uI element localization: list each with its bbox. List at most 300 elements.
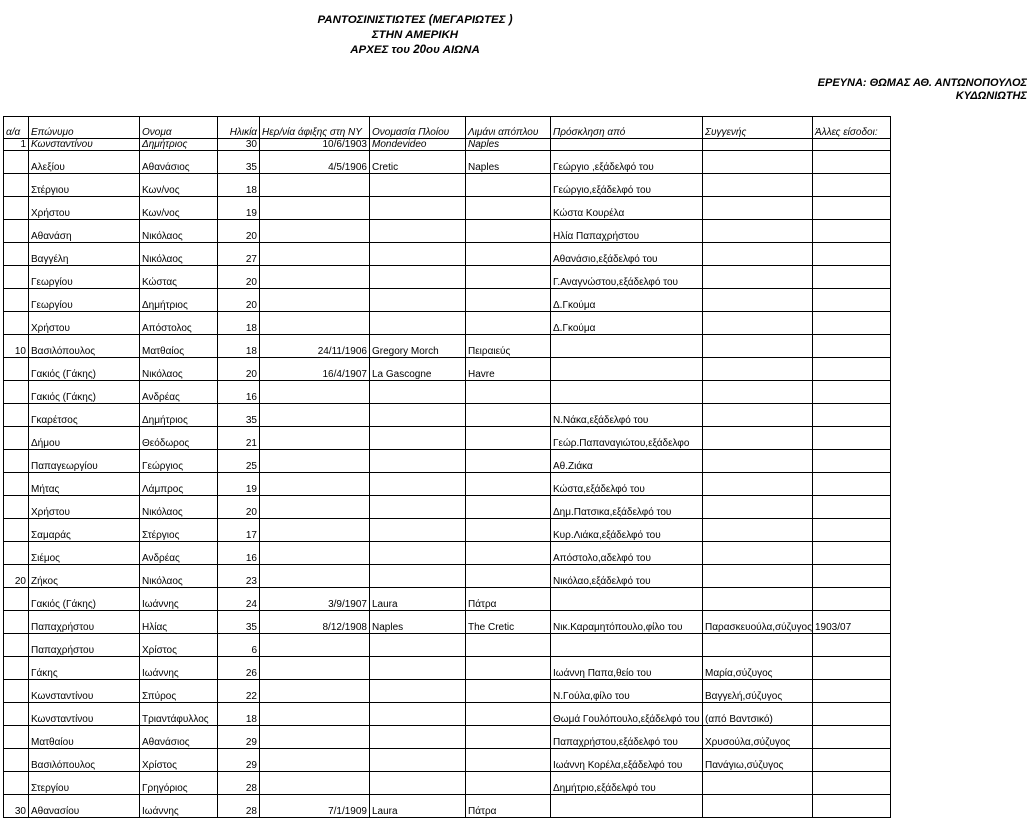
other-entries-cell <box>813 726 891 749</box>
arrival-date-cell <box>260 404 370 427</box>
first-name-cell: Απόστολος <box>140 312 218 335</box>
other-entries-cell <box>813 174 891 197</box>
other-entries-cell <box>813 657 891 680</box>
ship-name-cell <box>370 427 466 450</box>
departure-port-cell <box>466 312 551 335</box>
departure-port-cell <box>466 220 551 243</box>
arrival-date-cell <box>260 680 370 703</box>
relative-cell <box>703 358 813 381</box>
other-entries-cell <box>813 381 891 404</box>
relative-cell <box>703 151 813 174</box>
relative-cell <box>703 266 813 289</box>
relative-cell <box>703 473 813 496</box>
age-cell: 16 <box>218 381 260 404</box>
col-header-other-entries: Άλλες είσοδοι: <box>813 117 891 139</box>
relative-cell: Μαρία,σύζυγος <box>703 657 813 680</box>
first-name-cell: Λάμπρος <box>140 473 218 496</box>
ship-name-cell <box>370 703 466 726</box>
departure-port-cell: Πειραιεύς <box>466 335 551 358</box>
relative-cell <box>703 381 813 404</box>
ship-name-cell <box>370 680 466 703</box>
surname-cell: Παπαχρήστου <box>29 611 140 634</box>
first-name-cell: Ανδρέας <box>140 542 218 565</box>
ship-name-cell <box>370 542 466 565</box>
departure-port-cell <box>466 772 551 795</box>
invitation-cell: Γεώργιο,εξάδελφό του <box>551 174 703 197</box>
departure-port-cell <box>466 404 551 427</box>
col-header-relative: Συγγενής <box>703 117 813 139</box>
invitation-cell: Δημ.Πατσικα,εξάδελφό του <box>551 496 703 519</box>
other-entries-cell <box>813 703 891 726</box>
surname-cell: Σαμαράς <box>29 519 140 542</box>
other-entries-cell <box>813 473 891 496</box>
age-cell: 20 <box>218 266 260 289</box>
age-cell: 18 <box>218 174 260 197</box>
departure-port-cell: Πάτρα <box>466 588 551 611</box>
invitation-cell <box>551 358 703 381</box>
surname-cell: Γακιός (Γάκης) <box>29 358 140 381</box>
arrival-date-cell <box>260 519 370 542</box>
age-cell: 18 <box>218 703 260 726</box>
table-row <box>4 611 891 634</box>
invitation-cell <box>551 139 703 151</box>
arrival-date-cell: 16/4/1907 <box>260 358 370 381</box>
surname-cell: Στέργιου <box>29 174 140 197</box>
aa-cell <box>4 266 29 289</box>
aa-cell <box>4 220 29 243</box>
departure-port-cell: Πάτρα <box>466 795 551 818</box>
table-row <box>4 496 891 519</box>
age-cell: 29 <box>218 749 260 772</box>
ship-name-cell <box>370 243 466 266</box>
table-row <box>4 220 891 243</box>
first-name-cell: Νικόλαος <box>140 358 218 381</box>
surname-cell: Βασιλόπουλος <box>29 749 140 772</box>
departure-port-cell <box>466 519 551 542</box>
arrival-date-cell <box>260 657 370 680</box>
first-name-cell: Σπύρος <box>140 680 218 703</box>
departure-port-cell <box>466 496 551 519</box>
table-row <box>4 450 891 473</box>
relative-cell <box>703 220 813 243</box>
other-entries-cell <box>813 450 891 473</box>
table-body <box>4 139 891 818</box>
ship-name-cell <box>370 634 466 657</box>
aa-cell <box>4 358 29 381</box>
aa-cell <box>4 151 29 174</box>
col-header-departure-port: Λιμάνι απόπλου <box>466 117 551 139</box>
aa-cell <box>4 312 29 335</box>
age-cell: 28 <box>218 772 260 795</box>
surname-cell: Σιέμος <box>29 542 140 565</box>
invitation-cell <box>551 381 703 404</box>
table-row <box>4 473 891 496</box>
invitation-cell: Απόστολο,αδελφό του <box>551 542 703 565</box>
ship-name-cell <box>370 404 466 427</box>
surname-cell: Ματθαίου <box>29 726 140 749</box>
departure-port-cell <box>466 266 551 289</box>
age-cell: 28 <box>218 795 260 818</box>
col-header-age: Ηλικία <box>218 117 260 139</box>
table-row <box>4 427 891 450</box>
table-row <box>4 588 891 611</box>
first-name-cell: Κώστας <box>140 266 218 289</box>
first-name-cell: Ιωάννης <box>140 657 218 680</box>
ship-name-cell: La Gascogne <box>370 358 466 381</box>
surname-cell: Χρήστου <box>29 197 140 220</box>
relative-cell <box>703 542 813 565</box>
other-entries-cell <box>813 427 891 450</box>
ship-name-cell <box>370 772 466 795</box>
first-name-cell: Νικόλαος <box>140 496 218 519</box>
departure-port-cell <box>466 749 551 772</box>
first-name-cell: Στέργιος <box>140 519 218 542</box>
first-name-cell: Ιωάννης <box>140 588 218 611</box>
aa-cell: 10 <box>4 335 29 358</box>
other-entries-cell <box>813 542 891 565</box>
aa-cell <box>4 749 29 772</box>
other-entries-cell <box>813 588 891 611</box>
age-cell: 18 <box>218 312 260 335</box>
ship-name-cell <box>370 220 466 243</box>
age-cell: 20 <box>218 496 260 519</box>
surname-cell: Γκαρέτσος <box>29 404 140 427</box>
table-row <box>4 266 891 289</box>
age-cell: 21 <box>218 427 260 450</box>
relative-cell <box>703 496 813 519</box>
age-cell: 35 <box>218 151 260 174</box>
departure-port-cell: Naples <box>466 139 551 151</box>
age-cell: 19 <box>218 473 260 496</box>
departure-port-cell <box>466 243 551 266</box>
other-entries-cell <box>813 139 891 151</box>
invitation-cell: Κώστα Κουρέλα <box>551 197 703 220</box>
departure-port-cell <box>466 634 551 657</box>
age-cell: 20 <box>218 358 260 381</box>
age-cell: 6 <box>218 634 260 657</box>
age-cell: 23 <box>218 565 260 588</box>
invitation-cell: Ιωάννη Κορέλα,εξάδελφό του <box>551 749 703 772</box>
departure-port-cell <box>466 542 551 565</box>
age-cell: 16 <box>218 542 260 565</box>
relative-cell: (από Βαντσικό) <box>703 703 813 726</box>
table-row <box>4 634 891 657</box>
age-cell: 26 <box>218 657 260 680</box>
surname-cell: Αθανάση <box>29 220 140 243</box>
aa-cell: 1 <box>4 139 29 151</box>
age-cell: 35 <box>218 611 260 634</box>
other-entries-cell: 1903/07 <box>813 611 891 634</box>
aa-cell <box>4 496 29 519</box>
invitation-cell: Δημήτριο,εξάδελφό του <box>551 772 703 795</box>
aa-cell: 20 <box>4 565 29 588</box>
relative-cell <box>703 197 813 220</box>
surname-cell: Βαγγέλη <box>29 243 140 266</box>
surname-cell: Κωνσταντίνου <box>29 680 140 703</box>
first-name-cell: Δημήτριος <box>140 139 218 151</box>
table-row <box>4 749 891 772</box>
aa-cell <box>4 726 29 749</box>
ship-name-cell <box>370 381 466 404</box>
departure-port-cell <box>466 680 551 703</box>
first-name-cell: Νικόλαος <box>140 565 218 588</box>
aa-cell <box>4 703 29 726</box>
surname-cell: Γακιός (Γάκης) <box>29 381 140 404</box>
ship-name-cell <box>370 197 466 220</box>
relative-cell <box>703 243 813 266</box>
ship-name-cell <box>370 174 466 197</box>
departure-port-cell <box>466 703 551 726</box>
relative-cell <box>703 519 813 542</box>
departure-port-cell <box>466 427 551 450</box>
arrival-date-cell <box>260 703 370 726</box>
document-title-line-3: ΑΡΧΕΣ του 20ου ΑΙΩΝΑ <box>350 44 480 56</box>
invitation-cell: Ν.Νάκα,εξάδελφό του <box>551 404 703 427</box>
col-header-arrival-date: Ηερ/νία άφιξης στη ΝΥ <box>260 117 370 139</box>
invitation-cell: Ιωάννη Παπα,θείο του <box>551 657 703 680</box>
relative-cell <box>703 427 813 450</box>
research-credit-line-2: ΚΥΔΩΝΙΩΤΗΣ <box>955 90 1027 102</box>
other-entries-cell <box>813 404 891 427</box>
arrival-date-cell <box>260 312 370 335</box>
aa-cell <box>4 450 29 473</box>
ship-name-cell: Naples <box>370 611 466 634</box>
departure-port-cell: Havre <box>466 358 551 381</box>
other-entries-cell <box>813 335 891 358</box>
departure-port-cell <box>466 289 551 312</box>
other-entries-cell <box>813 358 891 381</box>
aa-cell <box>4 772 29 795</box>
departure-port-cell <box>466 381 551 404</box>
aa-cell <box>4 381 29 404</box>
invitation-cell: Αθανάσιο,εξάδελφό του <box>551 243 703 266</box>
table-row <box>4 151 891 174</box>
arrival-date-cell: 4/5/1906 <box>260 151 370 174</box>
table-row <box>4 381 891 404</box>
table-row <box>4 197 891 220</box>
age-cell: 29 <box>218 726 260 749</box>
first-name-cell: Κων/νος <box>140 197 218 220</box>
first-name-cell: Αθανάσιος <box>140 726 218 749</box>
arrival-date-cell <box>260 266 370 289</box>
invitation-cell: Κυρ.Λιάκα,εξάδελφό του <box>551 519 703 542</box>
table-row <box>4 174 891 197</box>
invitation-cell <box>551 588 703 611</box>
ship-name-cell <box>370 749 466 772</box>
relative-cell <box>703 312 813 335</box>
arrival-date-cell: 7/1/1909 <box>260 795 370 818</box>
first-name-cell: Αθανάσιος <box>140 151 218 174</box>
surname-cell: Κωνσταντίνου <box>29 703 140 726</box>
aa-cell <box>4 289 29 312</box>
surname-cell: Βασιλόπουλος <box>29 335 140 358</box>
surname-cell: Γεωργίου <box>29 289 140 312</box>
aa-cell <box>4 542 29 565</box>
surname-cell: Γεωργίου <box>29 266 140 289</box>
arrival-date-cell <box>260 243 370 266</box>
first-name-cell: Νικόλαος <box>140 243 218 266</box>
invitation-cell: Νικ.Καραμητόπουλο,φίλο του <box>551 611 703 634</box>
aa-cell: 30 <box>4 795 29 818</box>
age-cell: 22 <box>218 680 260 703</box>
document-title-line-1: ΡΑΝΤΟΣΙΝΙΣΤΙΩΤΕΣ (ΜΕΓΑΡΙΩΤΕΣ ) <box>317 14 513 26</box>
other-entries-cell <box>813 565 891 588</box>
other-entries-cell <box>813 749 891 772</box>
ship-name-cell: Mondevideo <box>370 139 466 151</box>
relative-cell <box>703 450 813 473</box>
arrival-date-cell: 8/12/1908 <box>260 611 370 634</box>
aa-cell <box>4 634 29 657</box>
arrival-date-cell <box>260 289 370 312</box>
first-name-cell: Ιωάννης <box>140 795 218 818</box>
invitation-cell: Ηλία Παπαχρήστου <box>551 220 703 243</box>
ship-name-cell <box>370 289 466 312</box>
arrival-date-cell <box>260 220 370 243</box>
departure-port-cell <box>466 473 551 496</box>
research-credit-line-1: ΕΡΕΥΝΑ: ΘΩΜΑΣ ΑΘ. ΑΝΤΩΝΟΠΟΥΛΟΣ <box>817 77 1027 89</box>
ship-name-cell: Cretic <box>370 151 466 174</box>
relative-cell <box>703 772 813 795</box>
document-title-line-2: ΣΤΗΝ ΑΜΕΡΙΚΗ <box>371 29 459 41</box>
table-header-row <box>4 117 891 139</box>
other-entries-cell <box>813 795 891 818</box>
table-row <box>4 404 891 427</box>
surname-cell: Στεργίου <box>29 772 140 795</box>
aa-cell <box>4 657 29 680</box>
aa-cell <box>4 473 29 496</box>
surname-cell: Μήτας <box>29 473 140 496</box>
ship-name-cell <box>370 565 466 588</box>
age-cell: 24 <box>218 588 260 611</box>
first-name-cell: Δημήτριος <box>140 404 218 427</box>
ship-name-cell <box>370 473 466 496</box>
relative-cell <box>703 588 813 611</box>
relative-cell: Χρυσούλα,σύζυγος <box>703 726 813 749</box>
relative-cell: Παρασκευούλα,σύζυγος <box>703 611 813 634</box>
arrival-date-cell <box>260 749 370 772</box>
first-name-cell: Δημήτριος <box>140 289 218 312</box>
first-name-cell: Κων/νος <box>140 174 218 197</box>
col-header-aa: α/α <box>4 117 29 139</box>
arrival-date-cell <box>260 634 370 657</box>
invitation-cell <box>551 795 703 818</box>
invitation-cell: Νικόλαο,εξάδελφό του <box>551 565 703 588</box>
arrival-date-cell <box>260 381 370 404</box>
invitation-cell: Αθ.Ζιάκα <box>551 450 703 473</box>
relative-cell <box>703 634 813 657</box>
first-name-cell: Ηλίας <box>140 611 218 634</box>
ship-name-cell <box>370 496 466 519</box>
table-row <box>4 726 891 749</box>
ship-name-cell <box>370 312 466 335</box>
first-name-cell: Νικόλαος <box>140 220 218 243</box>
surname-cell: Γακιός (Γάκης) <box>29 588 140 611</box>
age-cell: 35 <box>218 404 260 427</box>
surname-cell: Γάκης <box>29 657 140 680</box>
surname-cell: Δήμου <box>29 427 140 450</box>
other-entries-cell <box>813 772 891 795</box>
aa-cell <box>4 427 29 450</box>
surname-cell: Αθανασίου <box>29 795 140 818</box>
ship-name-cell <box>370 450 466 473</box>
departure-port-cell <box>466 657 551 680</box>
invitation-cell: Ν.Γούλα,φίλο του <box>551 680 703 703</box>
other-entries-cell <box>813 312 891 335</box>
relative-cell <box>703 335 813 358</box>
age-cell: 27 <box>218 243 260 266</box>
relative-cell: Πανάγιω,σύζυγος <box>703 749 813 772</box>
aa-cell <box>4 243 29 266</box>
table-row <box>4 358 891 381</box>
emigrants-table <box>3 116 891 818</box>
aa-cell <box>4 588 29 611</box>
surname-cell: Παπαχρήστου <box>29 634 140 657</box>
arrival-date-cell <box>260 772 370 795</box>
relative-cell <box>703 139 813 151</box>
age-cell: 20 <box>218 220 260 243</box>
ship-name-cell <box>370 266 466 289</box>
invitation-cell: Γεώργιο ,εξάδελφό του <box>551 151 703 174</box>
aa-cell <box>4 404 29 427</box>
first-name-cell: Τριαντάφυλλος <box>140 703 218 726</box>
departure-port-cell <box>466 197 551 220</box>
table-row <box>4 795 891 818</box>
arrival-date-cell: 10/6/1903 <box>260 139 370 151</box>
age-cell: 18 <box>218 335 260 358</box>
col-header-ship-name: Ονομασία Πλοίου <box>370 117 466 139</box>
surname-cell: Χρήστου <box>29 496 140 519</box>
table-row <box>4 657 891 680</box>
other-entries-cell <box>813 634 891 657</box>
departure-port-cell: Naples <box>466 151 551 174</box>
invitation-cell: Κώστα,εξάδελφό του <box>551 473 703 496</box>
age-cell: 19 <box>218 197 260 220</box>
departure-port-cell: The Cretic <box>466 611 551 634</box>
table-row <box>4 542 891 565</box>
aa-cell <box>4 611 29 634</box>
surname-cell: Ζήκος <box>29 565 140 588</box>
col-header-surname: Επώνυμο <box>29 117 140 139</box>
departure-port-cell <box>466 174 551 197</box>
other-entries-cell <box>813 197 891 220</box>
first-name-cell: Γρηγόριος <box>140 772 218 795</box>
other-entries-cell <box>813 151 891 174</box>
table-row <box>4 243 891 266</box>
invitation-cell <box>551 335 703 358</box>
other-entries-cell <box>813 519 891 542</box>
invitation-cell: Γεώρ.Παπαναγιώτου,εξάδελφο <box>551 427 703 450</box>
ship-name-cell: Laura <box>370 588 466 611</box>
aa-cell <box>4 197 29 220</box>
invitation-cell: Θωμά Γουλόπουλο,εξάδελφό του <box>551 703 703 726</box>
other-entries-cell <box>813 243 891 266</box>
first-name-cell: Γεώργιος <box>140 450 218 473</box>
aa-cell <box>4 519 29 542</box>
relative-cell <box>703 174 813 197</box>
surname-cell: Παπαγεωργίου <box>29 450 140 473</box>
arrival-date-cell <box>260 174 370 197</box>
arrival-date-cell <box>260 450 370 473</box>
departure-port-cell <box>466 565 551 588</box>
first-name-cell: Θεόδωρος <box>140 427 218 450</box>
invitation-cell: Παπαχρήστου,εξάδελφό του <box>551 726 703 749</box>
first-name-cell: Χρίστος <box>140 749 218 772</box>
arrival-date-cell <box>260 427 370 450</box>
first-name-cell: Χρίστος <box>140 634 218 657</box>
first-name-cell: Ανδρέας <box>140 381 218 404</box>
arrival-date-cell: 24/11/1906 <box>260 335 370 358</box>
table-row <box>4 312 891 335</box>
